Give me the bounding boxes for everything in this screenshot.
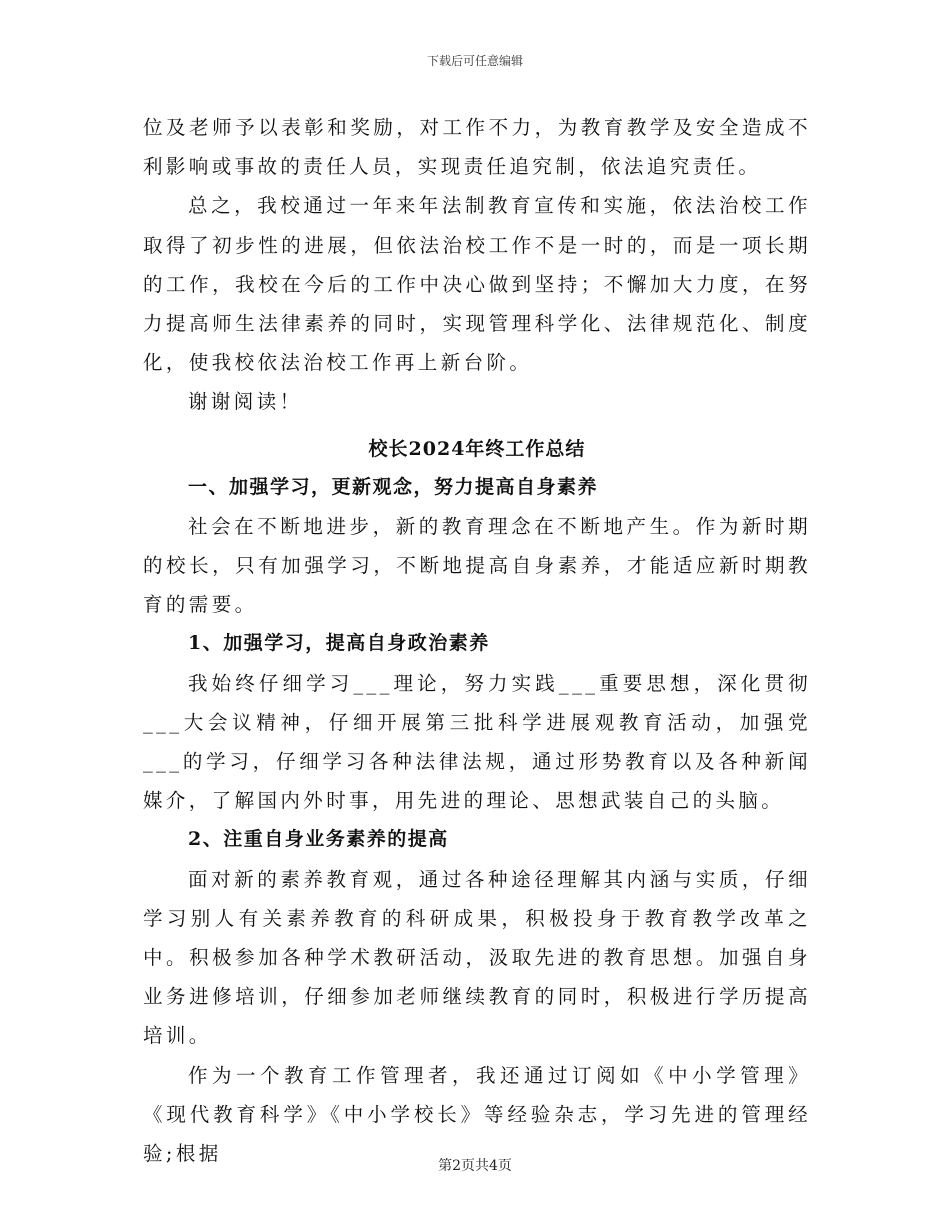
- subsection-heading-2: 2、注重自身业务素养的提高: [188, 828, 449, 851]
- page-footer: 第2页共4页: [438, 1158, 512, 1174]
- paragraph-continued: 位及老师予以表彰和奖励，对工作不力，为教育教学及安全造成不利影响或事故的责任人员，实现责任追究制，依法追究责任。: [143, 116, 811, 179]
- paragraph-thanks: 谢谢阅读！: [188, 390, 303, 414]
- paragraph-conclusion: 总之，我校通过一年来年法制教育宣传和实施，依法治校工作取得了初步性的进展，但依法治校工作不是一时的，而是一项长期的工作，我校在今后的工作中决心做到坚持；不懈加大力度，在努力提高师生法律素养的同时，实现管理科学化、法律规范化、制度化，使我校依法治校工作再上新台阶。: [143, 194, 811, 375]
- section-1-paragraph: 社会在不断地进步，新的教育理念在不断地产生。作为新时期的校长，只有加强学习，不断地提高自身素养，才能适应新时期教育的需要。: [143, 514, 811, 617]
- subsection-2-paragraph-1: 面对新的素养教育观，通过各种途径理解其内涵与实质，仔细学习别人有关素养教育的科研成果，积极投身于教育教学改革之中。积极参加各种学术教研活动，汲取先进的教育思想。加强自身业务进修培训，仔细参加老师继续教育的同时，积极进行学历提高培训。: [143, 867, 811, 1048]
- subsection-heading-1: 1、加强学习，提高自身政治素养: [188, 632, 490, 655]
- section-heading-1: 一、加强学习，更新观念，努力提高自身素养: [188, 475, 599, 498]
- document-body: [143, 108, 811, 1173]
- page-header: 下载后可任意编辑: [426, 54, 523, 68]
- subsection-1-paragraph: 我始终仔细学习___理论，努力实践___重要思想，深化贯彻___大会议精神，仔细开展第三批科学进展观教育活动，加强党___的学习，仔细学习各种法律法规，通过形势教育以及各种新闻媒介，了解国内外时事，用先进的理论、思想武装自己的头脑。: [143, 671, 811, 813]
- document-title: 校长2024年终工作总结: [368, 437, 586, 460]
- subsection-2-paragraph-2: 作为一个教育工作管理者，我还通过订阅如《中小学管理》《现代教育科学》《中小学校长》等经验杂志，学习先进的管理经验;根据: [143, 1063, 811, 1166]
